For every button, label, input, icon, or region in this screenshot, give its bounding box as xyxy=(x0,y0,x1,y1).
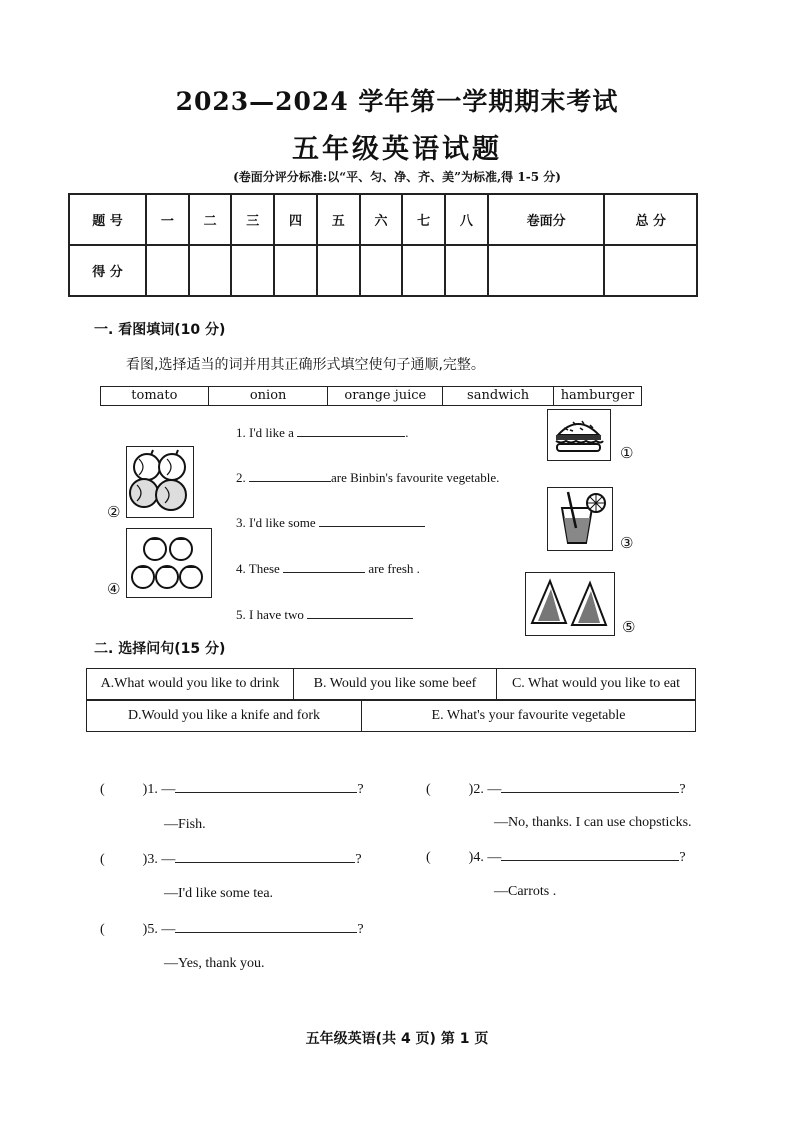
q5-line xyxy=(236,606,413,623)
q1-line xyxy=(236,424,408,441)
s2-a5: —Yes, thank you. xyxy=(164,956,265,971)
marker-4: ④ xyxy=(107,580,121,598)
options-row-2 xyxy=(86,700,696,732)
q1-blank[interactable] xyxy=(297,424,405,437)
column-header: 三 xyxy=(231,194,274,245)
orange-juice-icon xyxy=(548,488,611,549)
q3-line xyxy=(236,514,425,531)
q-num: 2. — xyxy=(473,782,502,797)
hamburger-picture xyxy=(547,409,611,461)
option-a: A.What would you like to drink xyxy=(87,669,294,700)
score-cell[interactable] xyxy=(274,245,317,296)
paren-close: ) xyxy=(468,782,474,797)
q-num: 1. — xyxy=(147,782,176,797)
column-header: 一 xyxy=(146,194,189,245)
score-cell[interactable] xyxy=(146,245,189,296)
word-bank-item: sandwich xyxy=(443,387,554,405)
tomato-picture xyxy=(126,528,212,598)
q-num: 5. — xyxy=(147,922,176,937)
q-num: 3. — xyxy=(147,852,176,867)
score-cell[interactable] xyxy=(402,245,445,296)
qmark: ? xyxy=(357,782,364,797)
sandwich-picture xyxy=(525,572,615,636)
paren-open: ( xyxy=(426,782,431,797)
score-cell[interactable] xyxy=(189,245,232,296)
marker-3: ③ xyxy=(620,534,634,552)
score-cell[interactable] xyxy=(604,245,697,296)
word-bank-item: hamburger xyxy=(560,388,635,403)
hamburger-icon xyxy=(548,410,609,459)
q-num: 4. — xyxy=(473,850,502,865)
question-blank[interactable] xyxy=(501,780,679,793)
section1-heading: 一. 看图填词(10 分) xyxy=(94,322,226,338)
score-cell[interactable] xyxy=(445,245,488,296)
q2-text: are Binbin's favourite vegetable. xyxy=(331,470,500,485)
tomato-icon xyxy=(127,529,210,596)
s2-q5 xyxy=(100,920,364,938)
s2-q1 xyxy=(100,780,364,798)
orange-juice-picture xyxy=(547,487,613,551)
qmark: ? xyxy=(355,852,362,867)
score-cell[interactable] xyxy=(488,245,605,296)
paren-close: ) xyxy=(468,850,474,865)
option-d: D.Would you like a knife and fork xyxy=(87,701,362,732)
column-header: 六 xyxy=(360,194,403,245)
q2-line xyxy=(236,469,499,486)
exam-title: 2023—2024 学年第一学期期末考试 xyxy=(175,87,619,116)
column-header: 二 xyxy=(189,194,232,245)
q4-text: 4. These xyxy=(236,561,280,576)
word-bank-item: orange juice xyxy=(328,387,443,405)
row-label: 得 分 xyxy=(69,245,146,296)
s2-a3: —I'd like some tea. xyxy=(164,886,274,901)
score-table-header-row xyxy=(69,194,697,245)
option-b: B. Would you like some beef xyxy=(294,669,497,700)
scoring-note: (卷面分评分标准:以“平、匀、净、齐、美”为标准,得 1-5 分) xyxy=(233,170,561,184)
word-bank xyxy=(100,386,642,406)
onion-picture xyxy=(126,446,194,518)
option-e: E. What's your favourite vegetable xyxy=(362,701,696,732)
q4-end: are fresh . xyxy=(368,561,420,576)
score-cell[interactable] xyxy=(317,245,360,296)
q3-blank[interactable] xyxy=(319,514,425,527)
options-row-1 xyxy=(86,668,696,700)
column-header: 五 xyxy=(317,194,360,245)
q4-line xyxy=(236,560,420,577)
s2-q4 xyxy=(426,848,686,866)
paren-open: ( xyxy=(100,852,105,867)
q1-end: . xyxy=(405,425,409,440)
question-blank[interactable] xyxy=(175,850,355,863)
sandwich-icon xyxy=(526,573,613,634)
column-header: 总 分 xyxy=(604,194,697,245)
paren-open: ( xyxy=(100,922,105,937)
page-footer: 五年级英语(共 4 页) 第 1 页 xyxy=(305,1031,489,1047)
column-header: 八 xyxy=(445,194,488,245)
q4-blank[interactable] xyxy=(283,560,365,573)
q2-num: 2. xyxy=(236,470,246,485)
paren-close: ) xyxy=(142,782,148,797)
q3-text: 3. I'd like some xyxy=(236,515,316,530)
qmark: ? xyxy=(357,922,364,937)
paren-open: ( xyxy=(100,782,105,797)
section2-heading: 二. 选择问句(15 分) xyxy=(94,641,226,657)
marker-5: ⑤ xyxy=(622,618,636,636)
word-bank-item: tomato xyxy=(101,387,209,405)
question-blank[interactable] xyxy=(175,780,357,793)
s2-q3 xyxy=(100,850,362,868)
paren-open: ( xyxy=(426,850,431,865)
section1-instruction: 看图,选择适当的词并用其正确形式填空使句子通顺,完整。 xyxy=(126,357,485,373)
marker-1: ① xyxy=(620,444,634,462)
s2-a1: —Fish. xyxy=(164,817,206,832)
column-header: 卷面分 xyxy=(488,194,605,245)
score-cell[interactable] xyxy=(231,245,274,296)
option-c: C. What would you like to eat xyxy=(497,669,696,700)
s2-a2: —No, thanks. I can use chopsticks. xyxy=(494,815,692,830)
onion-icon xyxy=(127,447,192,516)
word-bank-item: onion xyxy=(209,387,329,405)
column-header: 七 xyxy=(402,194,445,245)
paren-close: ) xyxy=(142,852,148,867)
question-blank[interactable] xyxy=(501,848,679,861)
s2-q2 xyxy=(426,780,686,798)
marker-2: ② xyxy=(107,503,121,521)
score-cell[interactable] xyxy=(360,245,403,296)
q5-text: 5. I have two xyxy=(236,607,304,622)
qmark: ? xyxy=(679,850,686,865)
paren-close: ) xyxy=(142,922,148,937)
score-table-score-row xyxy=(69,245,697,296)
qmark: ? xyxy=(679,782,686,797)
q2-blank[interactable] xyxy=(249,469,331,482)
question-blank[interactable] xyxy=(175,920,357,933)
q1-text: 1. I'd like a xyxy=(236,425,294,440)
exam-subtitle: 五年级英语试题 xyxy=(292,134,502,165)
s2-a4: —Carrots . xyxy=(494,884,557,899)
score-table xyxy=(68,193,698,297)
row-label: 题 号 xyxy=(69,194,146,245)
q5-blank[interactable] xyxy=(307,606,413,619)
column-header: 四 xyxy=(274,194,317,245)
